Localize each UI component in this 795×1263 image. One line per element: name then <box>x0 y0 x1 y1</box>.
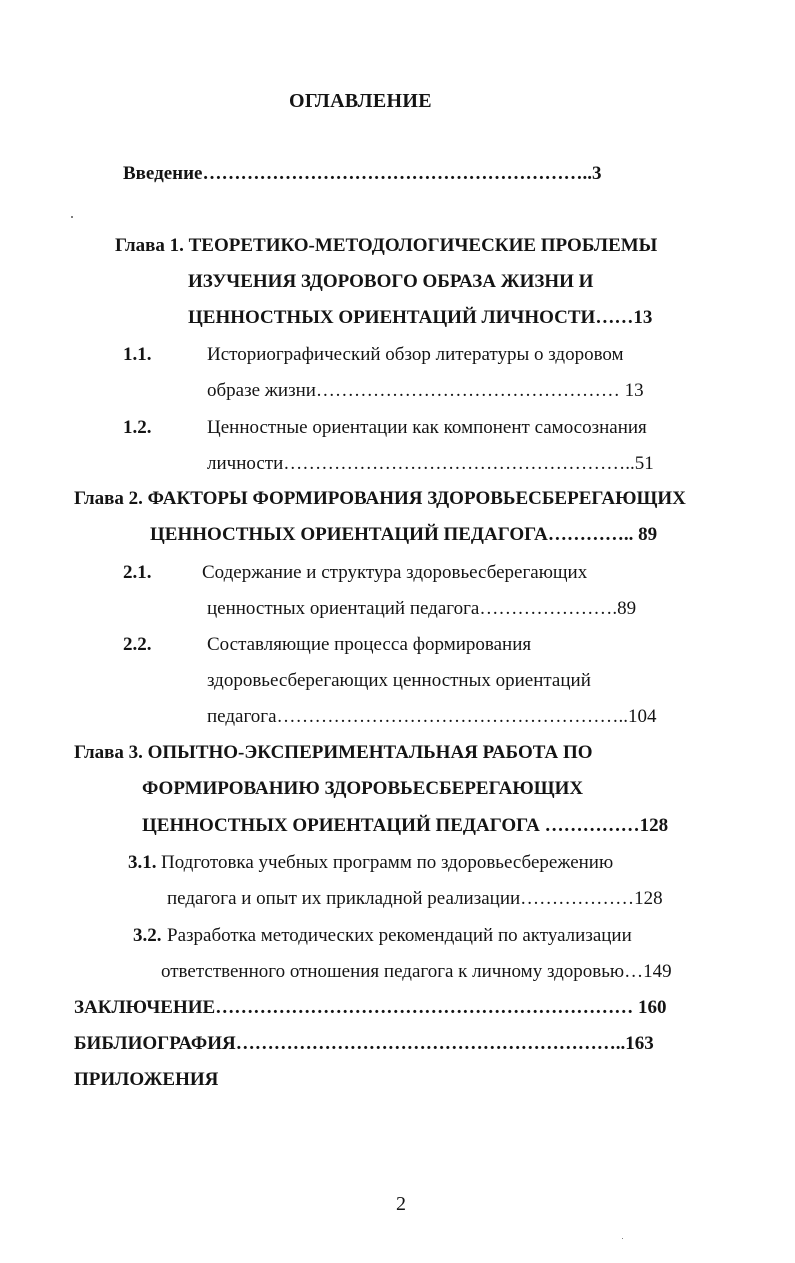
chapter-2-heading-line-2: ЦЕННОСТНЫХ ОРИЕНТАЦИЙ ПЕДАГОГА………….. 89 <box>150 524 658 545</box>
section-2-2-title-line-2: здоровьесберегающих ценностных ориентаций <box>207 670 591 691</box>
page-number: 2 <box>396 1193 406 1215</box>
section-2-1-title-line-2: ценностных ориентаций педагога………………….89 <box>207 598 637 619</box>
section-3-2-title-line-1: Разработка методических рекомендаций по актуализации <box>167 925 632 946</box>
section-1-1-title-line-2: образе жизни………………………………………… 13 <box>207 380 644 401</box>
section-1-1-title-line-1: Историографический обзор литературы о здоровом <box>207 344 624 365</box>
section-1-2-title-line-2: личности………………………………………………..51 <box>207 453 654 474</box>
chapter-3-heading-line-2: ФОРМИРОВАНИЮ ЗДОРОВЬЕСБЕРЕГАЮЩИХ <box>142 778 584 799</box>
section-3-2-number: 3.2. <box>133 925 162 946</box>
toc-entry-appendices: ПРИЛОЖЕНИЯ <box>74 1069 219 1090</box>
chapter-3-heading-line-1: Глава 3. ОПЫТНО-ЭКСПЕРИМЕНТАЛЬНАЯ РАБОТА ПО <box>74 742 593 763</box>
chapter-1-heading-line-2: ИЗУЧЕНИЯ ЗДОРОВОГО ОБРАЗА ЖИЗНИ И <box>188 271 594 292</box>
section-2-1-number: 2.1. <box>123 562 152 583</box>
toc-title: ОГЛАВЛЕНИЕ <box>289 90 432 112</box>
chapter-1-heading-line-1: Глава 1. ТЕОРЕТИКО-МЕТОДОЛОГИЧЕСКИЕ ПРОБЛЕМЫ <box>115 235 658 256</box>
section-3-1-number: 3.1. <box>128 852 157 873</box>
section-3-1-title-line-1: Подготовка учебных программ по здоровьесбережению <box>161 852 614 873</box>
chapter-3-heading-line-3: ЦЕННОСТНЫХ ОРИЕНТАЦИЙ ПЕДАГОГА ……………128 <box>142 815 669 836</box>
section-2-1-title-line-1: Содержание и структура здоровьесберегающих <box>202 562 588 583</box>
section-2-2-number: 2.2. <box>123 634 152 655</box>
section-1-1-number: 1.1. <box>123 344 152 365</box>
toc-entry-introduction: Введение……………………………………………………..3 <box>123 163 602 184</box>
scan-speck <box>622 1238 623 1239</box>
section-2-2-title-line-3: педагога………………………………………………..104 <box>207 706 657 727</box>
scan-speck <box>71 216 73 218</box>
section-1-2-title-line-1: Ценностные ориентации как компонент самосознания <box>207 417 647 438</box>
chapter-1-heading-line-3: ЦЕННОСТНЫХ ОРИЕНТАЦИЙ ЛИЧНОСТИ……13 <box>188 307 653 328</box>
section-3-1-title-line-2: педагога и опыт их прикладной реализации………………128 <box>167 888 663 909</box>
toc-entry-bibliography: БИБЛИОГРАФИЯ……………………………………………………..163 <box>74 1033 654 1054</box>
section-3-2-title-line-2: ответственного отношения педагога к личному здоровью…149 <box>161 961 672 982</box>
toc-entry-conclusion: ЗАКЛЮЧЕНИЕ………………………………………………………… 160 <box>74 997 667 1018</box>
section-2-2-title-line-1: Составляющие процесса формирования <box>207 634 532 655</box>
section-1-2-number: 1.2. <box>123 417 152 438</box>
chapter-2-heading-line-1: Глава 2. ФАКТОРЫ ФОРМИРОВАНИЯ ЗДОРОВЬЕСБЕРЕГАЮЩИХ <box>74 488 686 509</box>
